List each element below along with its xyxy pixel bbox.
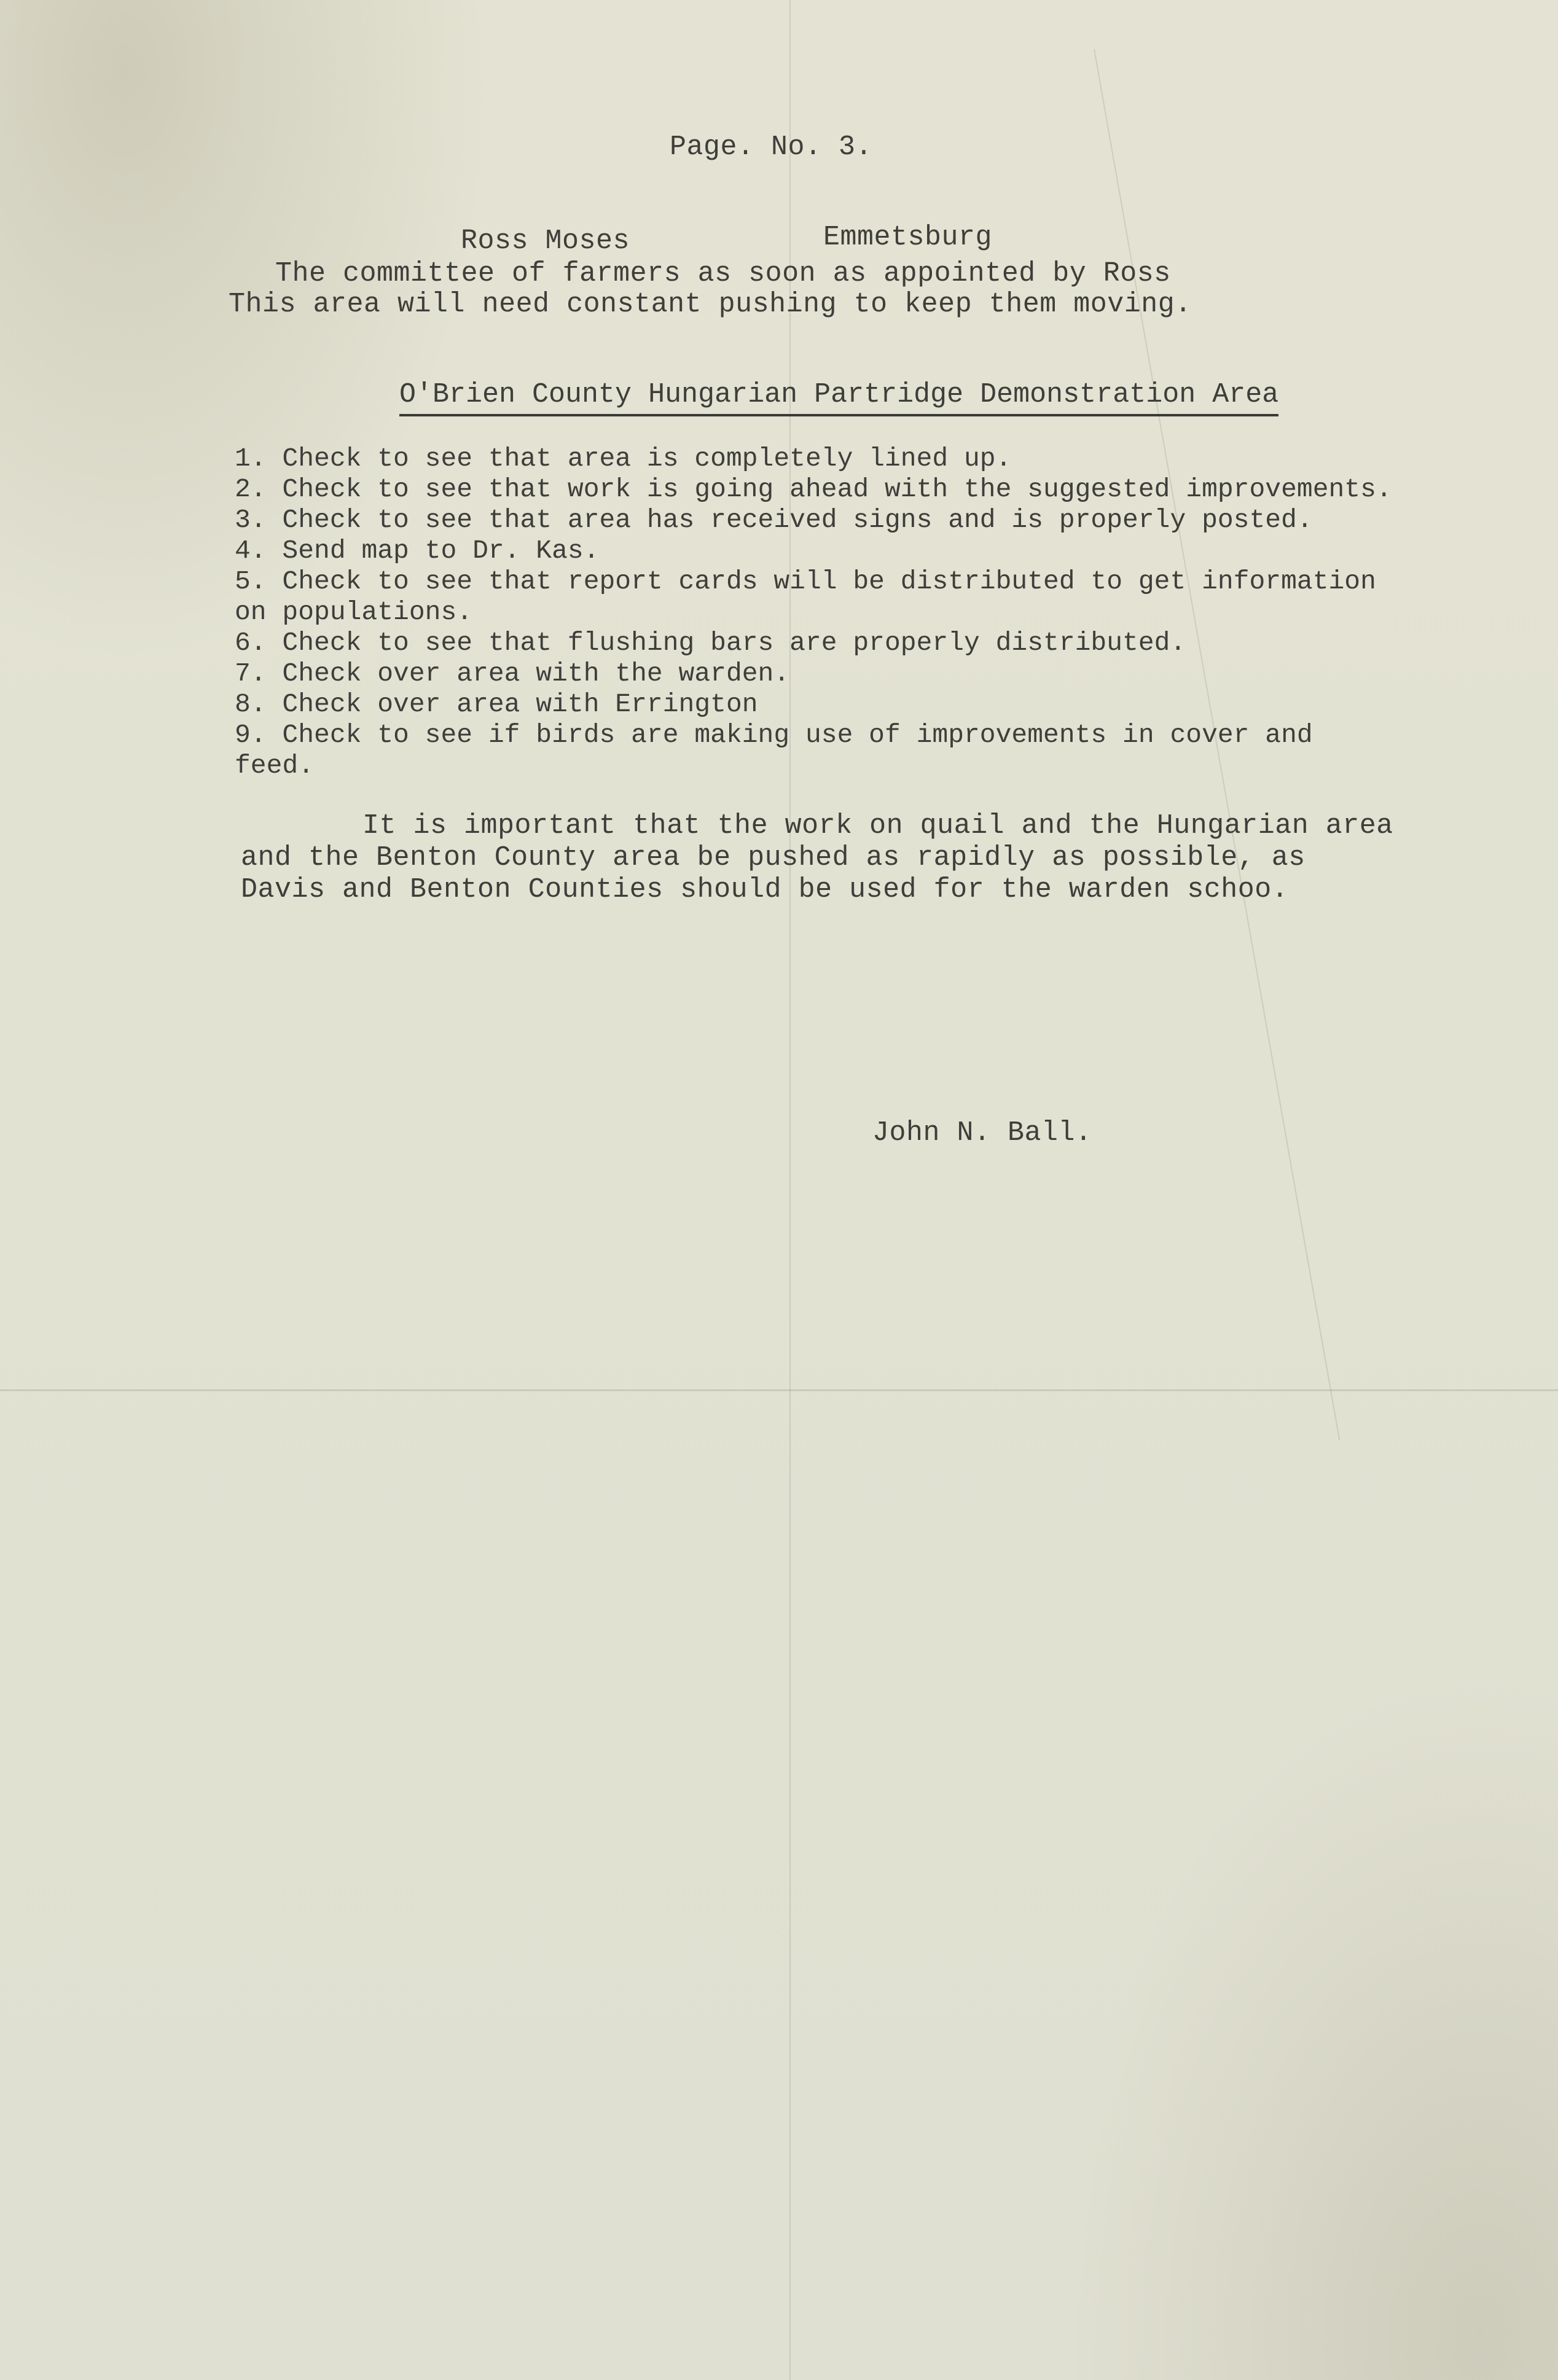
checklist-item bbox=[235, 536, 1392, 566]
item-number: 1. bbox=[235, 443, 267, 474]
closing-line-2: and the Benton County area be pushed as rapidly as possible, as bbox=[241, 842, 1306, 873]
intro-line-1: The committee of farmers as soon as appointed by Ross bbox=[275, 258, 1171, 289]
page-number-header: Page. No. 3. bbox=[670, 131, 873, 163]
item-number: 2. bbox=[235, 474, 267, 504]
checklist-item bbox=[235, 720, 1392, 751]
item-text: Send map to Dr. Kas. bbox=[282, 536, 600, 566]
checklist-item bbox=[235, 628, 1392, 658]
closing-line-1: It is important that the work on quail and the Hungarian area bbox=[362, 810, 1393, 841]
item-number: 4. bbox=[235, 536, 267, 566]
checklist-item bbox=[235, 658, 1392, 689]
item-text: Check to see that area has received signs and is properly posted. bbox=[282, 505, 1313, 535]
checklist-item-continuation bbox=[235, 751, 1392, 781]
signature: John N. Ball. bbox=[872, 1117, 1092, 1149]
checklist-item bbox=[235, 689, 1392, 720]
item-text: Check to see if birds are making use of improvements in cover and bbox=[282, 720, 1313, 750]
item-text: Check to see that area is completely lined up. bbox=[282, 443, 1012, 474]
item-text: Check to see that flushing bars are properly distributed. bbox=[282, 628, 1186, 658]
item-number: 9. bbox=[235, 720, 267, 750]
item-number: 6. bbox=[235, 628, 267, 658]
checklist-item bbox=[235, 505, 1392, 536]
item-text: Check over area with the warden. bbox=[282, 658, 790, 689]
contact-name: Ross Moses bbox=[461, 225, 630, 257]
item-number: 8. bbox=[235, 689, 267, 719]
checklist-item bbox=[235, 474, 1392, 505]
section-title: O'Brien County Hungarian Partridge Demonstration Area bbox=[399, 380, 1278, 416]
item-continuation-text: on populations. bbox=[235, 597, 473, 627]
intro-line-2: This area will need constant pushing to keep them moving. bbox=[229, 289, 1192, 320]
horizontal-fold-crease bbox=[0, 1389, 1558, 1391]
checklist-item bbox=[235, 443, 1392, 474]
contact-place: Emmetsburg bbox=[823, 222, 993, 253]
checklist bbox=[235, 443, 1392, 781]
item-number: 7. bbox=[235, 658, 267, 689]
checklist-item bbox=[235, 566, 1392, 597]
closing-line-3: Davis and Benton Counties should be used for the warden schoo. bbox=[241, 874, 1289, 905]
item-text: Check to see that report cards will be distributed to get information bbox=[282, 566, 1376, 596]
item-text: Check over area with Errington bbox=[282, 689, 758, 719]
vertical-fold-crease bbox=[789, 0, 791, 2380]
item-continuation-text: feed. bbox=[235, 751, 315, 781]
item-text: Check to see that work is going ahead with the suggested improvements. bbox=[282, 474, 1392, 504]
checklist-item-continuation bbox=[235, 597, 1392, 628]
item-number: 3. bbox=[235, 505, 267, 535]
item-number: 5. bbox=[235, 566, 267, 596]
